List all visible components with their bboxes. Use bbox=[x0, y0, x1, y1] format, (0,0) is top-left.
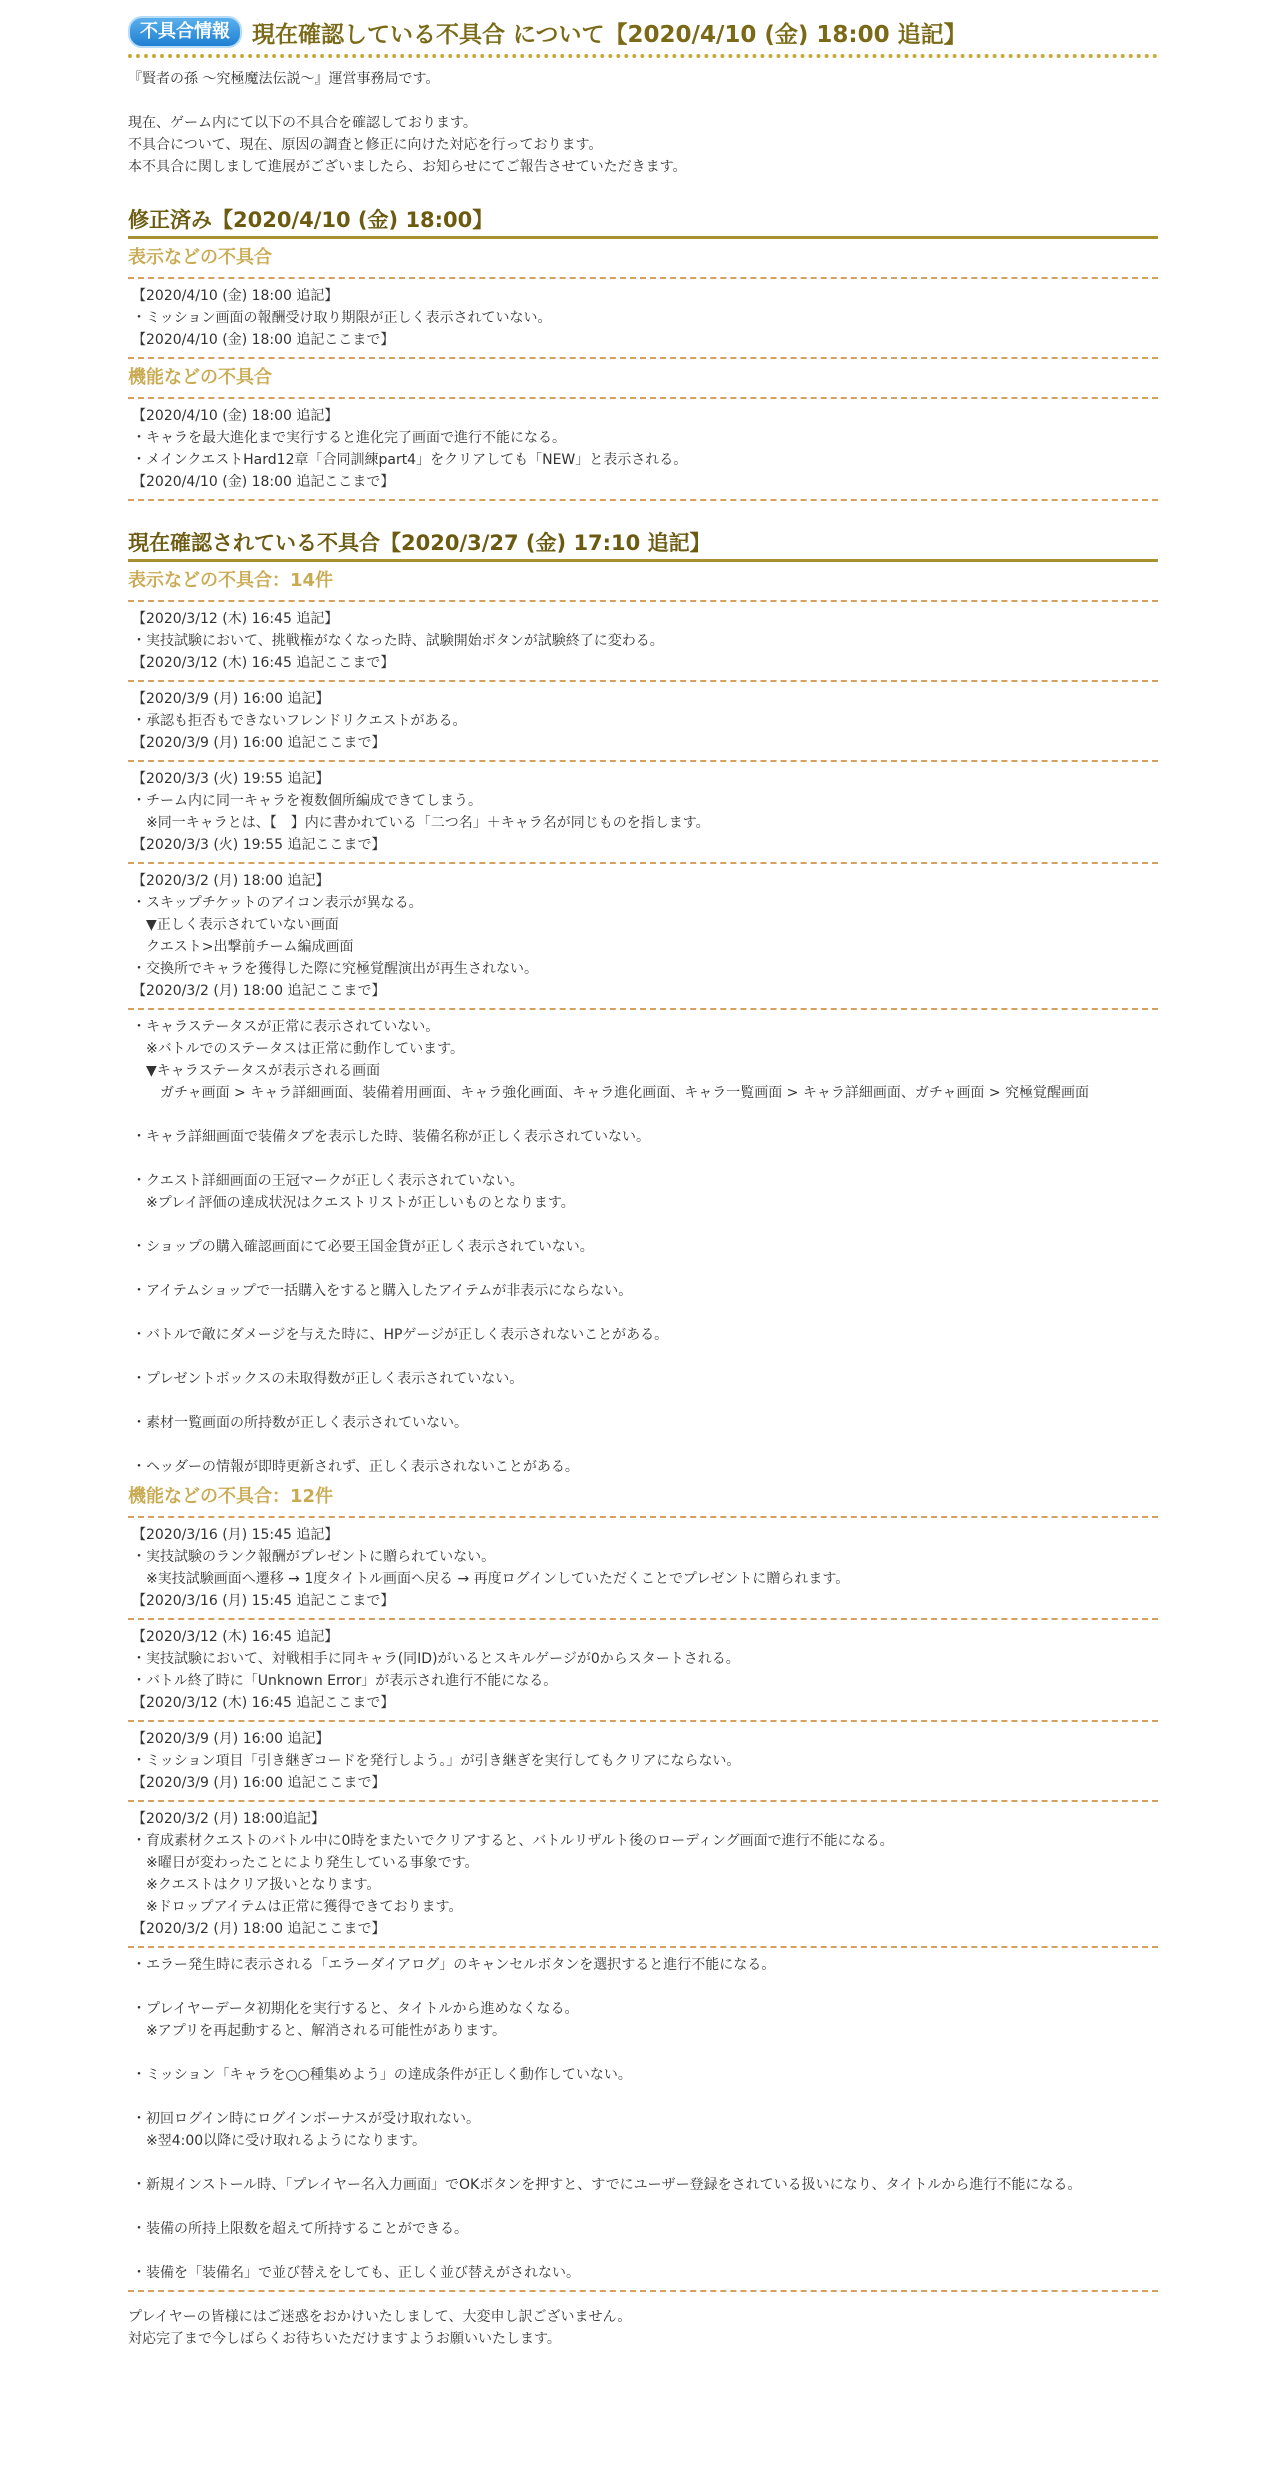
intro-line: 不具合について、現在、原因の調査と修正に向けた対応を行っております。 bbox=[128, 137, 603, 153]
intro-line: 本不具合に関しまして進展がございましたら、お知らせにてご報告させていただきます。 bbox=[128, 159, 687, 175]
bug-list-item: ・ショップの購入確認画面にて必要王国金貨が正しく表示されていない。 bbox=[132, 1239, 594, 1255]
bug-entry-line: 【2020/3/3 (火) 19:55 追記】 bbox=[132, 771, 330, 787]
bug-list-item: ・クエスト詳細画面の王冠マークが正しく表示されていない。 ※プレイ評価の達成状況はクエストリストが正しいものとなります。 bbox=[132, 1173, 575, 1211]
bug-entry-line: 【2020/3/16 (月) 15:45 追記】 bbox=[132, 1527, 339, 1543]
bug-entry-line: ・キャラを最大進化まで実行すると進化完了画面で進行不能になる。 bbox=[132, 430, 566, 446]
bug-entry-line: ・チーム内に同一キャラを複数個所編成できてしまう。 bbox=[132, 793, 482, 809]
bug-list-item: ・プレイヤーデータ初期化を実行すると、タイトルから進めなくなる。 ※アプリを再起動すると、解消される可能性があります。 bbox=[132, 2001, 579, 2039]
notice-header bbox=[128, 12, 1158, 52]
bug-entry-line: ・スキップチケットのアイコン表示が異なる。 bbox=[132, 895, 423, 911]
bug-list-item: ・初回ログイン時にログインボーナスが受け取れない。 ※翌4:00以降に受け取れるようになります。 bbox=[132, 2111, 481, 2149]
bug-entry-line: ・実技試験において、挑戦権がなくなった時、試験開始ボタンが試験終了に変わる。 bbox=[132, 633, 664, 649]
bug-list-item: ・装備を「装備名」で並び替えをしても、正しく並び替えがされない。 bbox=[132, 2265, 580, 2281]
bug-entry bbox=[128, 405, 1158, 493]
bug-entry-line: 【2020/3/12 (木) 16:45 追記】 bbox=[132, 611, 339, 627]
bug-entry bbox=[128, 870, 1158, 1002]
list-gap bbox=[132, 1258, 1158, 1280]
bug-list-item: ・ミッション「キャラを○○種集めよう」の達成条件が正しく動作していない。 bbox=[132, 2067, 632, 2083]
bug-entry-line: 【2020/3/12 (木) 16:45 追記ここまで】 bbox=[132, 655, 395, 671]
bug-entry-line: 【2020/3/2 (月) 18:00 追記ここまで】 bbox=[132, 1921, 386, 1937]
bug-entry-line: 【2020/4/10 (金) 18:00 追記】 bbox=[132, 408, 339, 424]
dashed-divider bbox=[128, 1800, 1158, 1802]
footer-line: プレイヤーの皆様にはご迷惑をおかけいたしまして、大変申し訳ございません。 bbox=[128, 2309, 632, 2325]
fixed-function-title: 機能などの不具合 bbox=[128, 367, 272, 388]
bug-entry-line: クエスト>出撃前チーム編成画面 bbox=[132, 939, 354, 955]
dashed-divider bbox=[128, 862, 1158, 864]
bug-list-item: ・新規インストール時、「プレイヤー名入力画面」でOKボタンを押すと、すでにユーザー登録をされている扱いになり、タイトルから進行不能になる。 bbox=[132, 2177, 1082, 2193]
dashed-divider bbox=[128, 1618, 1158, 1620]
list-gap bbox=[132, 2240, 1158, 2262]
dotted-divider bbox=[128, 54, 1158, 58]
list-gap bbox=[132, 1346, 1158, 1368]
dashed-divider bbox=[128, 1946, 1158, 1948]
intro-line bbox=[128, 90, 1158, 112]
fixed-display-entries bbox=[128, 277, 1158, 359]
bug-entry-line: 【2020/3/2 (月) 18:00追記】 bbox=[132, 1811, 326, 1827]
bug-entry bbox=[128, 768, 1158, 856]
dashed-divider bbox=[128, 2290, 1158, 2292]
dashed-divider bbox=[128, 499, 1158, 501]
bug-list-item: ・エラー発生時に表示される「エラーダイアログ」のキャンセルボタンを選択すると進行不能になる。 bbox=[132, 1957, 776, 1973]
bug-list-item: ・装備の所持上限数を超えて所持することができる。 bbox=[132, 2221, 468, 2237]
intro-line: 『賢者の孫 ～究極魔法伝説～』運営事務局です。 bbox=[128, 71, 440, 87]
bug-info-badge: 不具合情報 bbox=[128, 16, 242, 48]
bug-entry-line: 【2020/3/12 (木) 16:45 追記ここまで】 bbox=[132, 1695, 395, 1711]
bug-list-item: ・アイテムショップで一括購入をすると購入したアイテムが非表示にならない。 bbox=[132, 1283, 633, 1299]
fixed-function-entries bbox=[128, 397, 1158, 501]
bug-list-item: ・キャラ詳細画面で装備タブを表示した時、装備名称が正しく表示されていない。 bbox=[132, 1129, 650, 1145]
list-gap bbox=[132, 1214, 1158, 1236]
intro-text bbox=[128, 68, 1158, 178]
bug-entry-line: 【2020/4/10 (金) 18:00 追記ここまで】 bbox=[132, 332, 395, 348]
list-gap bbox=[132, 1976, 1158, 1998]
dashed-divider bbox=[128, 680, 1158, 682]
bug-entry-line: ※クエストはクリア扱いとなります。 bbox=[132, 1877, 381, 1893]
list-gap bbox=[132, 2086, 1158, 2108]
bug-entry bbox=[128, 285, 1158, 351]
fixed-section-title: 修正済み【2020/4/10 (金) 18:00】 bbox=[128, 206, 1158, 239]
bug-entry-line: ・育成素材クエストのバトル中に0時をまたいでクリアすると、バトルリザルト後のローディング画面で進行不能になる。 bbox=[132, 1833, 894, 1849]
bug-entry-line: ※実技試験画面へ遷移 → 1度タイトル画面へ戻る → 再度ログインしていただくことでプレゼントに贈られます。 bbox=[132, 1571, 850, 1587]
bug-entry-line: 【2020/4/10 (金) 18:00 追記ここまで】 bbox=[132, 474, 395, 490]
current-function-entries bbox=[128, 1516, 1158, 2292]
current-display-entries bbox=[128, 600, 1158, 1478]
page-title: 現在確認している不具合 について【2020/4/10 (金) 18:00 追記】 bbox=[252, 21, 967, 48]
list-gap bbox=[132, 1148, 1158, 1170]
bug-entry-line: ※曜日が変わったことにより発生している事象です。 bbox=[132, 1855, 479, 1871]
bug-entry bbox=[128, 1728, 1158, 1794]
bug-entry-line: 【2020/3/2 (月) 18:00 追記ここまで】 bbox=[132, 983, 386, 999]
bug-entry-line: 【2020/3/9 (月) 16:00 追記ここまで】 bbox=[132, 735, 386, 751]
bug-entry-line: 【2020/3/2 (月) 18:00 追記】 bbox=[132, 873, 330, 889]
current-function-title: 機能などの不具合：12件 bbox=[128, 1486, 334, 1507]
bug-list-item: ・ヘッダーの情報が即時更新されず、正しく表示されないことがある。 bbox=[132, 1459, 579, 1475]
intro-line: 現在、ゲーム内にて以下の不具合を確認しております。 bbox=[128, 115, 477, 131]
bug-entry-line: ▼正しく表示されていない画面 bbox=[132, 917, 339, 933]
bug-entry-line: ・バトル終了時に「Unknown Error」が表示され進行不能になる。 bbox=[132, 1673, 558, 1689]
bug-entry-line: 【2020/3/3 (火) 19:55 追記ここまで】 bbox=[132, 837, 386, 853]
dashed-divider bbox=[128, 277, 1158, 279]
footer-line: 対応完了まで今しばらくお待ちいただけますようお願いいたします。 bbox=[128, 2331, 561, 2347]
dashed-divider bbox=[128, 760, 1158, 762]
dashed-divider bbox=[128, 397, 1158, 399]
bug-entry-line: 【2020/3/9 (月) 16:00 追記】 bbox=[132, 691, 330, 707]
dashed-divider bbox=[128, 357, 1158, 359]
list-gap bbox=[132, 2196, 1158, 2218]
bug-list-item: ・素材一覧画面の所持数が正しく表示されていない。 bbox=[132, 1415, 468, 1431]
notice-container bbox=[128, 12, 1158, 2350]
bug-entry-line: 【2020/4/10 (金) 18:00 追記】 bbox=[132, 288, 339, 304]
bug-entry-line: 【2020/3/16 (月) 15:45 追記ここまで】 bbox=[132, 1593, 395, 1609]
list-gap bbox=[132, 1390, 1158, 1412]
list-gap bbox=[132, 2042, 1158, 2064]
dashed-divider bbox=[128, 1516, 1158, 1518]
dashed-divider bbox=[128, 1008, 1158, 1010]
list-gap bbox=[132, 2152, 1158, 2174]
dashed-divider bbox=[128, 1720, 1158, 1722]
bug-entry bbox=[128, 608, 1158, 674]
bug-entry-line: 【2020/3/12 (木) 16:45 追記】 bbox=[132, 1629, 339, 1645]
bug-list bbox=[128, 1016, 1158, 1478]
bug-entry-line: 【2020/3/9 (月) 16:00 追記】 bbox=[132, 1731, 330, 1747]
bug-entry-line: ※同一キャラとは、【 】内に書かれている「二つ名」＋キャラ名が同じものを指します。 bbox=[132, 815, 710, 831]
bug-entry bbox=[128, 1626, 1158, 1714]
fixed-display-title: 表示などの不具合 bbox=[128, 247, 272, 268]
bug-entry-line: ・ミッション項目「引き継ぎコードを発行しよう。」が引き継ぎを実行してもクリアにならない。 bbox=[132, 1753, 741, 1769]
bug-entry bbox=[128, 1808, 1158, 1940]
bug-entry-line: 【2020/3/9 (月) 16:00 追記ここまで】 bbox=[132, 1775, 386, 1791]
bug-entry-line: ・実技試験において、対戦相手に同キャラ(同ID)がいるとスキルゲージが0からスタートされる。 bbox=[132, 1651, 740, 1667]
bug-entry-line: ・交換所でキャラを獲得した際に究極覚醒演出が再生されない。 bbox=[132, 961, 538, 977]
dashed-divider bbox=[128, 600, 1158, 602]
bug-entry-line: ・メインクエストHard12章「合同訓練part4」をクリアしても「NEW」と表示される。 bbox=[132, 452, 688, 468]
bug-entry bbox=[128, 688, 1158, 754]
list-gap bbox=[132, 1434, 1158, 1456]
list-gap bbox=[132, 1104, 1158, 1126]
footer-text bbox=[128, 2306, 1158, 2350]
bug-list-item: ・バトルで敵にダメージを与えた時に、HPゲージが正しく表示されないことがある。 bbox=[132, 1327, 669, 1343]
bug-list-item: ・プレゼントボックスの未取得数が正しく表示されていない。 bbox=[132, 1371, 524, 1387]
bug-entry bbox=[128, 1524, 1158, 1612]
bug-list bbox=[128, 1954, 1158, 2284]
bug-list-item: ・キャラステータスが正常に表示されていない。 ※バトルでのステータスは正常に動作しています。 ▼キャラステータスが表示される画面 ガチャ画面 > キャラ詳細画面、装備着用画面、キャラ強化画面、キャラ進化画面、キャラ一覧画面 > キャラ詳細画面、ガチャ画面 > 究極覚醒画面 bbox=[132, 1019, 1090, 1101]
list-gap bbox=[132, 1302, 1158, 1324]
bug-entry-line: ※ドロップアイテムは正常に獲得できております。 bbox=[132, 1899, 463, 1915]
bug-entry-line: ・実技試験のランク報酬がプレゼントに贈られていない。 bbox=[132, 1549, 496, 1565]
bug-entry-line: ・承認も拒否もできないフレンドリクエストがある。 bbox=[132, 713, 467, 729]
current-display-title: 表示などの不具合：14件 bbox=[128, 570, 334, 591]
bug-entry-line: ・ミッション画面の報酬受け取り期限が正しく表示されていない。 bbox=[132, 310, 552, 326]
current-section-title: 現在確認されている不具合【2020/3/27 (金) 17:10 追記】 bbox=[128, 529, 1158, 562]
